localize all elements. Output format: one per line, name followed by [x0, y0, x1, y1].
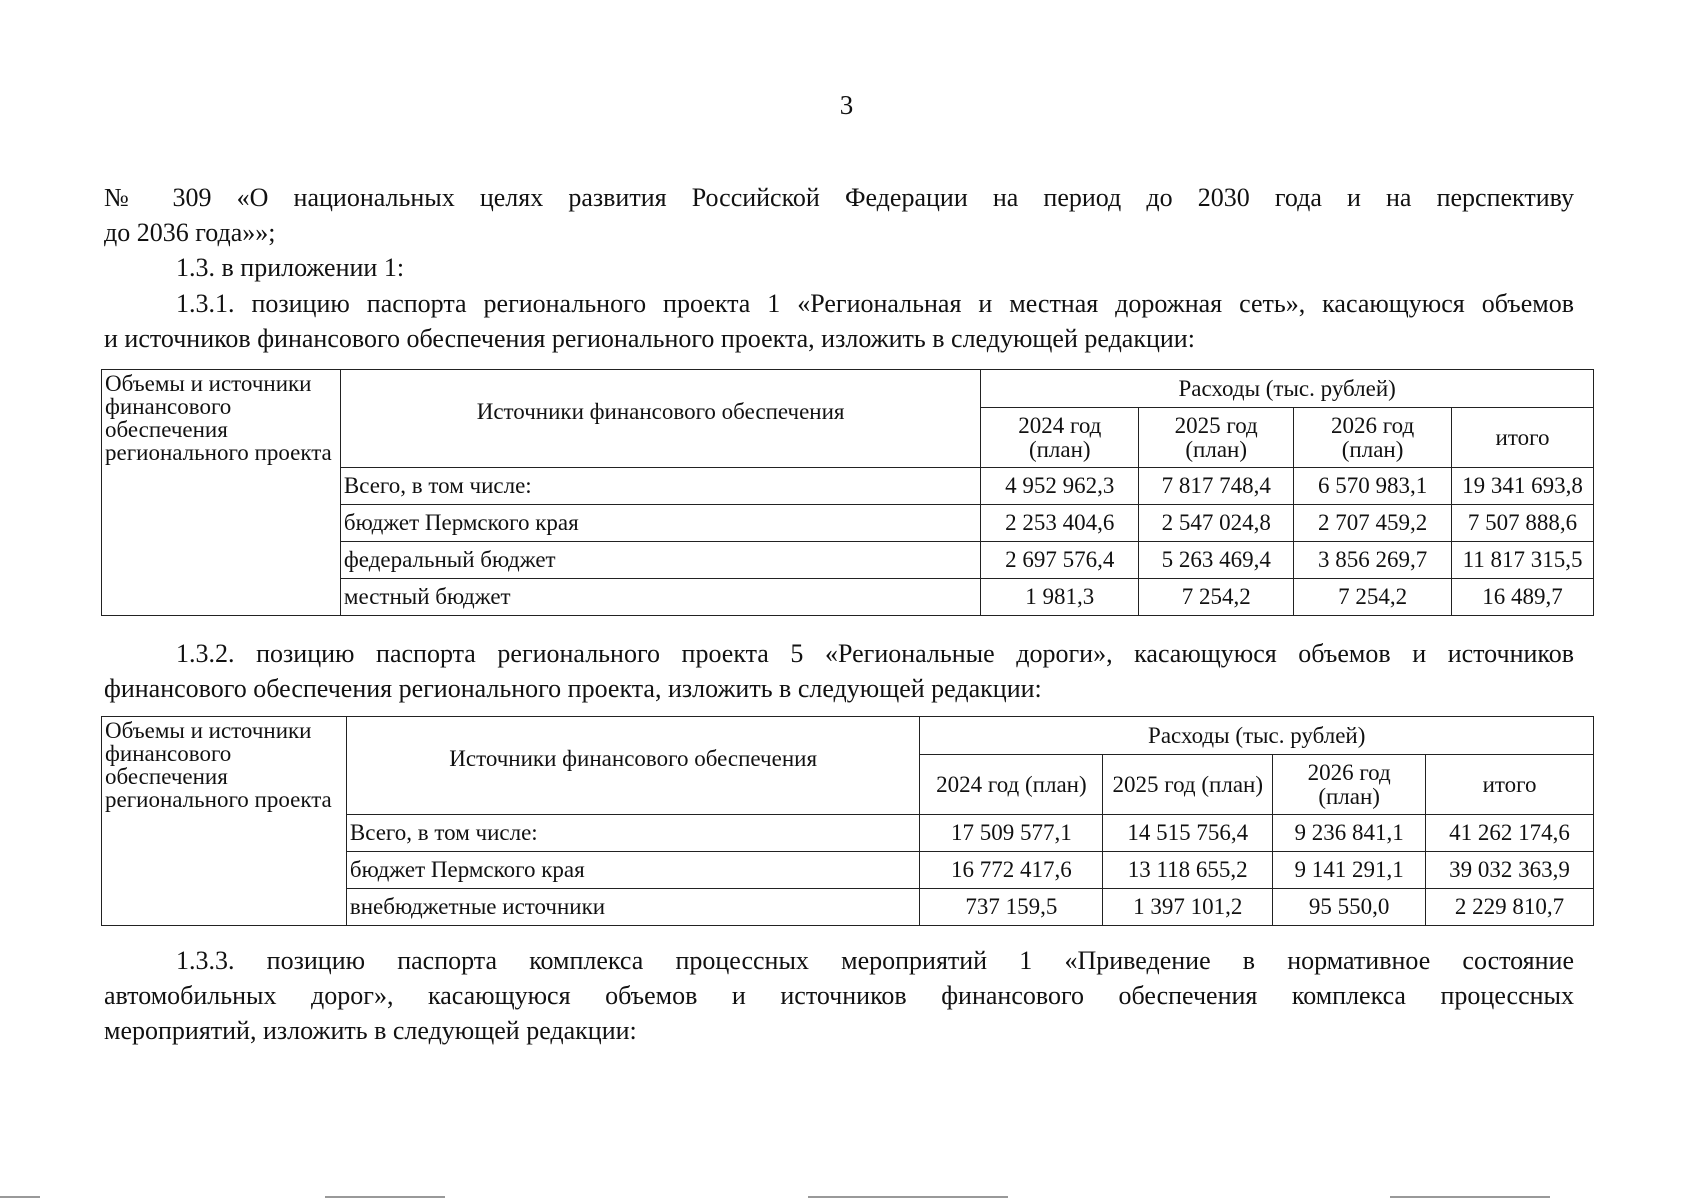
table1-expenses-header: Расходы (тыс. рублей)	[981, 370, 1594, 408]
financing-table-1	[101, 369, 1594, 616]
cell-value: 5 263 469,4	[1139, 542, 1294, 579]
cell-value: 95 550,0	[1273, 889, 1426, 926]
cell-value: 2 253 404,6	[981, 505, 1139, 542]
cell-value: 16 489,7	[1452, 579, 1594, 616]
table2-year-2026: 2026 год (план)	[1273, 755, 1426, 815]
cell-value: 19 341 693,8	[1452, 468, 1594, 505]
cell-value: 2 229 810,7	[1426, 889, 1594, 926]
page-number: 3	[839, 90, 854, 120]
table1-year-2024: 2024 год (план)	[981, 408, 1139, 468]
cell-value: 9 141 291,1	[1273, 852, 1426, 889]
scan-edge-rule	[808, 1196, 1008, 1198]
cell-value: 16 772 417,6	[920, 852, 1103, 889]
cell-value: 6 570 983,1	[1294, 468, 1452, 505]
intro-line-2: до 2036 года»»;	[104, 218, 276, 247]
item-1-3-2-line-2: финансового обеспечения регионального проекта, изложить в следующей редакции:	[104, 674, 1042, 703]
cell-value: 7 817 748,4	[1139, 468, 1294, 505]
table2-year-2025: 2025 год (план)	[1103, 755, 1273, 815]
cell-value: 14 515 756,4	[1103, 815, 1273, 852]
cell-value: 7 254,2	[1294, 579, 1452, 616]
cell-value: 3 856 269,7	[1294, 542, 1452, 579]
item-1-3-1-line-2: и источников финансового обеспечения регионального проекта, изложить в следующей редакции:	[104, 324, 1195, 353]
cell-value: 2 707 459,2	[1294, 505, 1452, 542]
intro-line-1: № 309 «О национальных целях развития Российской Федерации на период до 2030 года и на перспективу	[104, 183, 1574, 212]
table2-total-header: итого	[1426, 755, 1594, 815]
item-1-3-2-line-1: 1.3.2. позицию паспорта регионального проекта 5 «Региональные дороги», касающуюся объемов и источников	[176, 639, 1574, 668]
item-1-3-3-line-3: мероприятий, изложить в следующей редакции:	[104, 1016, 637, 1045]
row-name: Всего, в том числе:	[340, 468, 980, 505]
cell-value: 7 507 888,6	[1452, 505, 1594, 542]
table1-sources-header: Источники финансового обеспечения	[340, 370, 980, 468]
cell-value: 11 817 315,5	[1452, 542, 1594, 579]
cell-value: 41 262 174,6	[1426, 815, 1594, 852]
cell-value: 2 697 576,4	[981, 542, 1139, 579]
cell-value: 7 254,2	[1139, 579, 1294, 616]
item-1-3-1-line-1: 1.3.1. позицию паспорта регионального проекта 1 «Региональная и местная дорожная сеть», касающуюся объемов	[176, 289, 1574, 318]
table2-label: Объемы и источники финансового обеспечения регионального проекта	[102, 717, 347, 926]
table1-label: Объемы и источники финансового обеспечения регионального проекта	[102, 370, 341, 616]
cell-value: 17 509 577,1	[920, 815, 1103, 852]
cell-value: 1 981,3	[981, 579, 1139, 616]
table2-expenses-header: Расходы (тыс. рублей)	[920, 717, 1594, 755]
cell-value: 39 032 363,9	[1426, 852, 1594, 889]
scan-edge-rule	[325, 1196, 445, 1198]
cell-value: 13 118 655,2	[1103, 852, 1273, 889]
cell-value: 4 952 962,3	[981, 468, 1139, 505]
cell-value: 2 547 024,8	[1139, 505, 1294, 542]
financing-table-2	[101, 716, 1594, 926]
cell-value: 9 236 841,1	[1273, 815, 1426, 852]
row-name: бюджет Пермского края	[340, 505, 980, 542]
cell-value: 1 397 101,2	[1103, 889, 1273, 926]
table2-year-2024: 2024 год (план)	[920, 755, 1103, 815]
row-name: местный бюджет	[340, 579, 980, 616]
row-name: Всего, в том числе:	[346, 815, 920, 852]
item-1-3-3-line-2: автомобильных дорог», касающуюся объемов и источников финансового обеспечения комплекса процессных	[104, 981, 1574, 1010]
cell-value: 737 159,5	[920, 889, 1103, 926]
table1-year-2025: 2025 год (план)	[1139, 408, 1294, 468]
scan-edge-rule	[0, 1196, 40, 1198]
row-name: федеральный бюджет	[340, 542, 980, 579]
row-name: бюджет Пермского края	[346, 852, 920, 889]
table1-total-header: итого	[1452, 408, 1594, 468]
item-1-3-3-line-1: 1.3.3. позицию паспорта комплекса процессных мероприятий 1 «Приведение в нормативное состояние	[176, 946, 1574, 975]
table1-year-2026: 2026 год (план)	[1294, 408, 1452, 468]
scan-edge-rule	[1390, 1196, 1550, 1198]
item-1-3: 1.3. в приложении 1:	[176, 253, 405, 282]
table2-sources-header: Источники финансового обеспечения	[346, 717, 920, 815]
row-name: внебюджетные источники	[346, 889, 920, 926]
